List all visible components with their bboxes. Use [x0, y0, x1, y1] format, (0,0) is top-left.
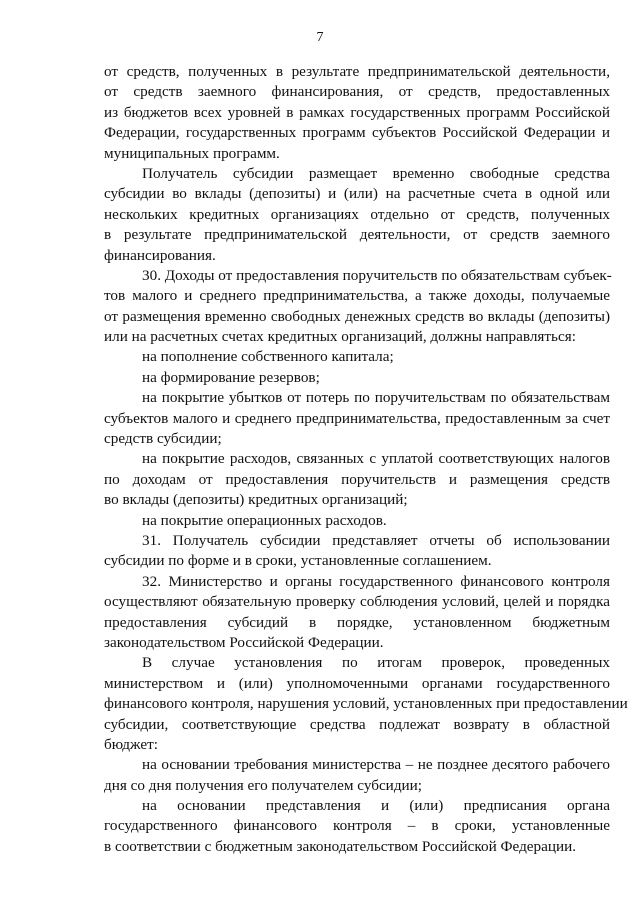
text-line: или на расчетных счетах кредитных организаций, должны направляться: [104, 328, 576, 346]
text-line: на пополнение собственного капитала; [142, 348, 394, 366]
text-line: во вклады (депозиты) кредитных организаций; [104, 491, 408, 509]
text-line: В случае установления по итогам проверок, проведенных [142, 654, 610, 672]
text-line: на покрытие расходов, связанных с уплатой соответствующих налогов [142, 450, 610, 468]
text-line: финансирования. [104, 246, 216, 264]
text-line: в результате предпринимательской деятельности, от средств заемного [104, 226, 610, 244]
text-line: на формирование резервов; [142, 368, 320, 386]
text-line: 32. Министерство и органы государственного финансового контроля [142, 572, 610, 590]
text-line: в соответствии с бюджетным законодательством Российской Федерации. [104, 837, 577, 855]
text-line: министерством и (или) уполномоченными органами государственного [104, 674, 610, 692]
text-line: дня со дня получения его получателем субсидии; [104, 776, 423, 794]
text-line: бюджет: [104, 735, 158, 753]
text-line: законодательством Российской Федерации. [104, 633, 384, 651]
text-line: на основании представления и (или) предписания органа [142, 797, 610, 815]
text-line: на основании требования министерства – не позднее десятого рабочего [142, 756, 610, 774]
text-line: от размещения временно свободных денежных средств во вклады (депозиты) [104, 307, 610, 325]
text-line: Получатель субсидии размещает временно свободные средства [142, 164, 610, 182]
text-line: средств субсидии; [104, 430, 222, 448]
text-line: на покрытие операционных расходов. [142, 511, 387, 529]
text-line: по доходам от предоставления поручительств и размещения средств [104, 470, 610, 488]
text-line: на покрытие убытков от потерь по поручительствам по обязательствам [142, 389, 610, 407]
text-line: финансового контроля, нарушения условий, установленных при предоставлении [104, 695, 628, 713]
text-line: субсидии, соответствующие средства подлежат возврату в областной [104, 715, 610, 733]
text-line: от средств заемного финансирования, от средств, предоставленных [104, 83, 610, 101]
text-line: от средств, полученных в результате предпринимательской деятельности, [104, 63, 610, 80]
text-line: государственного финансового контроля – в сроки, установленные [104, 817, 610, 835]
text-line: субъектов малого и среднего предпринимательства, предоставленным за счет [104, 409, 610, 427]
text-line: субсидии во вклады (депозиты) и (или) на расчетные счета в одной или [104, 185, 610, 203]
text-line: нескольких кредитных организациях отдельно от средств, полученных [104, 205, 610, 223]
text-line: 30. Доходы от предоставления поручительств по обязательствам субъек- [142, 266, 612, 284]
text-line: из бюджетов всех уровней в рамках государственных программ Российской [104, 103, 610, 121]
document-body [104, 62, 628, 857]
text-line: муниципальных программ. [104, 144, 280, 162]
text-line: предоставления субсидий в порядке, установленном бюджетным [104, 613, 610, 631]
page-number: 7 [316, 30, 324, 45]
text-line: Федерации, государственных программ субъектов Российской Федерации и [104, 124, 610, 142]
text-line: 31. Получатель субсидии представляет отчеты об использовании [142, 531, 610, 549]
text-line: субсидии по форме и в сроки, установленные соглашением. [104, 552, 492, 570]
text-line: осуществляют обязательную проверку соблюдения условий, целей и порядка [104, 593, 610, 611]
text-line: тов малого и среднего предпринимательства, а также доходы, получаемые [104, 287, 610, 305]
